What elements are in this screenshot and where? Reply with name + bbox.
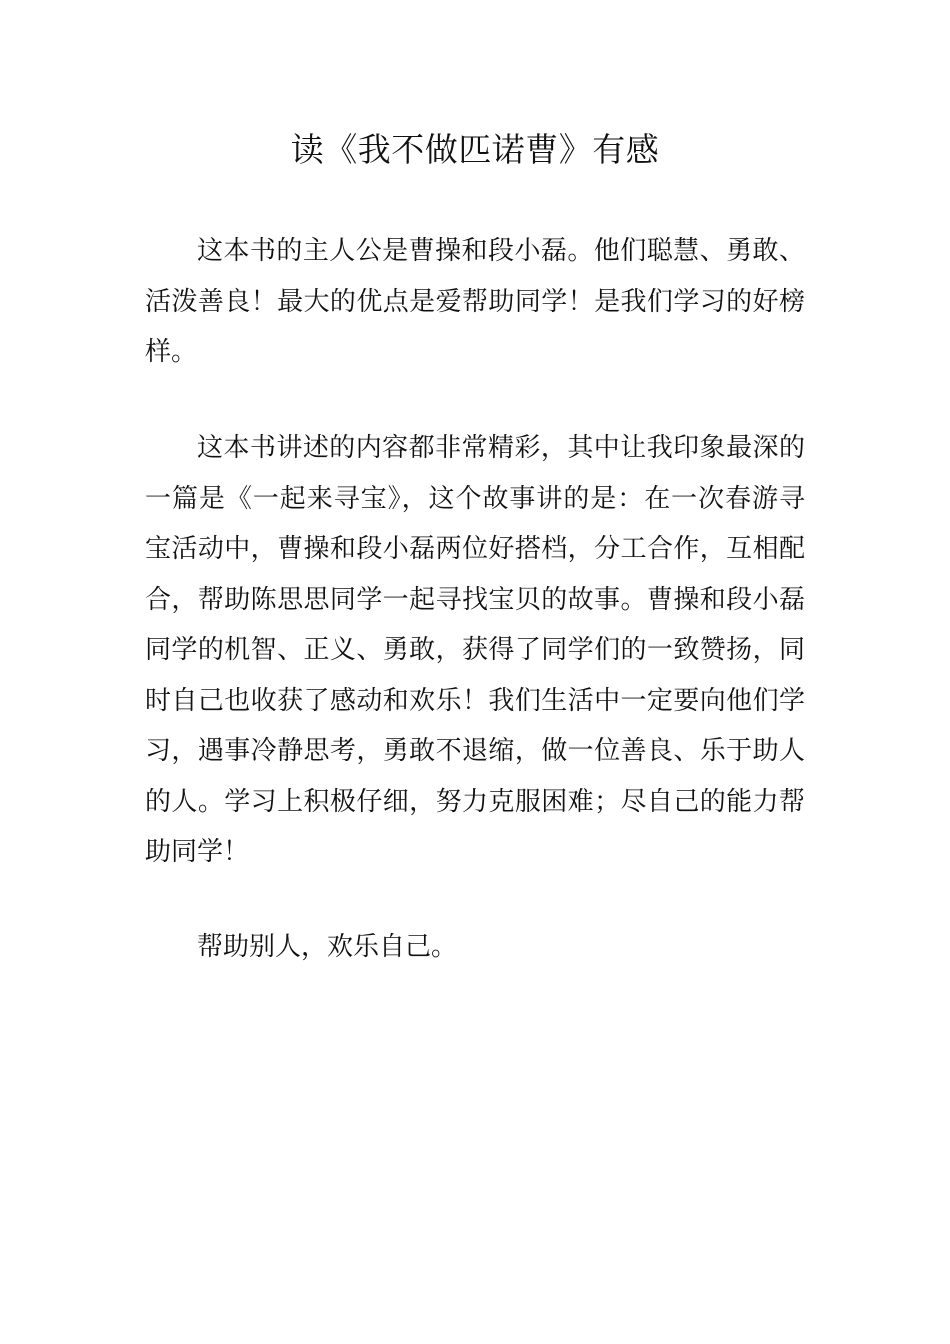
paragraph-3: 帮助别人，欢乐自己。 (197, 932, 458, 962)
paragraph-1: 这本书的主人公是曹操和段小磊。他们聪慧、勇敢、活泼善良！最大的优点是爱帮助同学！是我们学习的好榜样。 (145, 236, 805, 367)
document-title: 读《我不做匹诺曹》有感 (290, 130, 660, 169)
paragraph-2: 这本书讲述的内容都非常精彩，其中让我印象最深的一篇是《一起来寻宝》，这个故事讲的是：在一次春游寻宝活动中，曹操和段小磊两位好搭档，分工合作，互相配合，帮助陈思思同学一起寻找宝贝的故事。曹操和段小磊同学的机智、正义、勇敢，获得了同学们的一致赞扬，同时自己也收获了感动和欢乐！我们生活中一定要向他们学习，遇事冷静思考，勇敢不退缩，做一位善良、乐于助人的人。学习上积极仔细，努力克服困难；尽自己的能力帮助同学！ (145, 433, 805, 867)
